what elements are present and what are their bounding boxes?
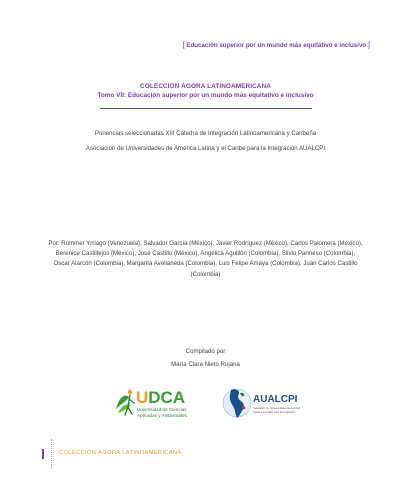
americas-map-icon (223, 389, 251, 418)
aualcpi-caption-2: Latina y el Caribe para la Integración (253, 411, 296, 414)
authors-line-3: Oscar Alarcón (Colombia), Margarita Avellaneda (Colombia), Luis Felipe Amaya (Colombia), Juan Carlos Castillo (53, 260, 358, 268)
authors-block (30, 239, 381, 280)
aualcpi-logo (222, 382, 304, 424)
udca-tagline-1: Universidad de Ciencias (137, 407, 187, 412)
subtitle-line-2: Asociación de Universidades de América Latina y el Caribe para la Integración AUALCPI (85, 145, 326, 152)
footer-accent-bar (42, 449, 44, 459)
udca-wordmark: DCA (148, 388, 186, 407)
subtitle-line-1: Ponencias seleccionadas XIII Cátedra de Integración Latinoamericana y Caribeña (94, 130, 317, 137)
footer-dotted-divider (51, 439, 52, 469)
compiler-name: María Clara Nieto Rujana (171, 361, 240, 368)
running-header-open-bracket: [ (182, 40, 185, 49)
title-divider (100, 108, 312, 109)
collection-title: COLECCIÓN ÁGORA LATINOAMERICANA (140, 83, 271, 90)
udca-tagline-2: Aplicadas y Ambientales (137, 413, 187, 418)
volume-title: Tomo VII: Educación superior por un mundo más equitativo e inclusivo (97, 92, 314, 99)
udca-logo (113, 383, 195, 423)
running-header-close-bracket: ] (367, 40, 370, 49)
running-header (183, 40, 370, 49)
udca-wordmark-u: U (136, 388, 149, 407)
udca-emblem-icon (116, 390, 134, 415)
aualcpi-caption-1: Asociación de Universidades de América (253, 407, 300, 410)
compiled-label: Compilado por (185, 348, 226, 355)
running-header-text: Educación superior por un mundo más equitativo e inclusivo (186, 42, 367, 49)
authors-line-1: Por: Rommer Yrriago (Venezuela), Salvador García (México), Javier Rodríguez (México), Carlos Palomera (México), (48, 240, 363, 247)
aualcpi-wordmark: AUALCPI (253, 394, 298, 405)
svg-text:UDCA (136, 388, 185, 407)
footer-collection-name: COLECCIÓN ÁGORA LATINOAMERICANA (59, 450, 182, 456)
authors-line-4: (Colombia) (190, 270, 221, 278)
authors-line-2: Berenice Castillejos (México), José Castillo (México), Angélica Aguillón (Colombia), Silvio Panneso (Colombia), (55, 250, 356, 258)
